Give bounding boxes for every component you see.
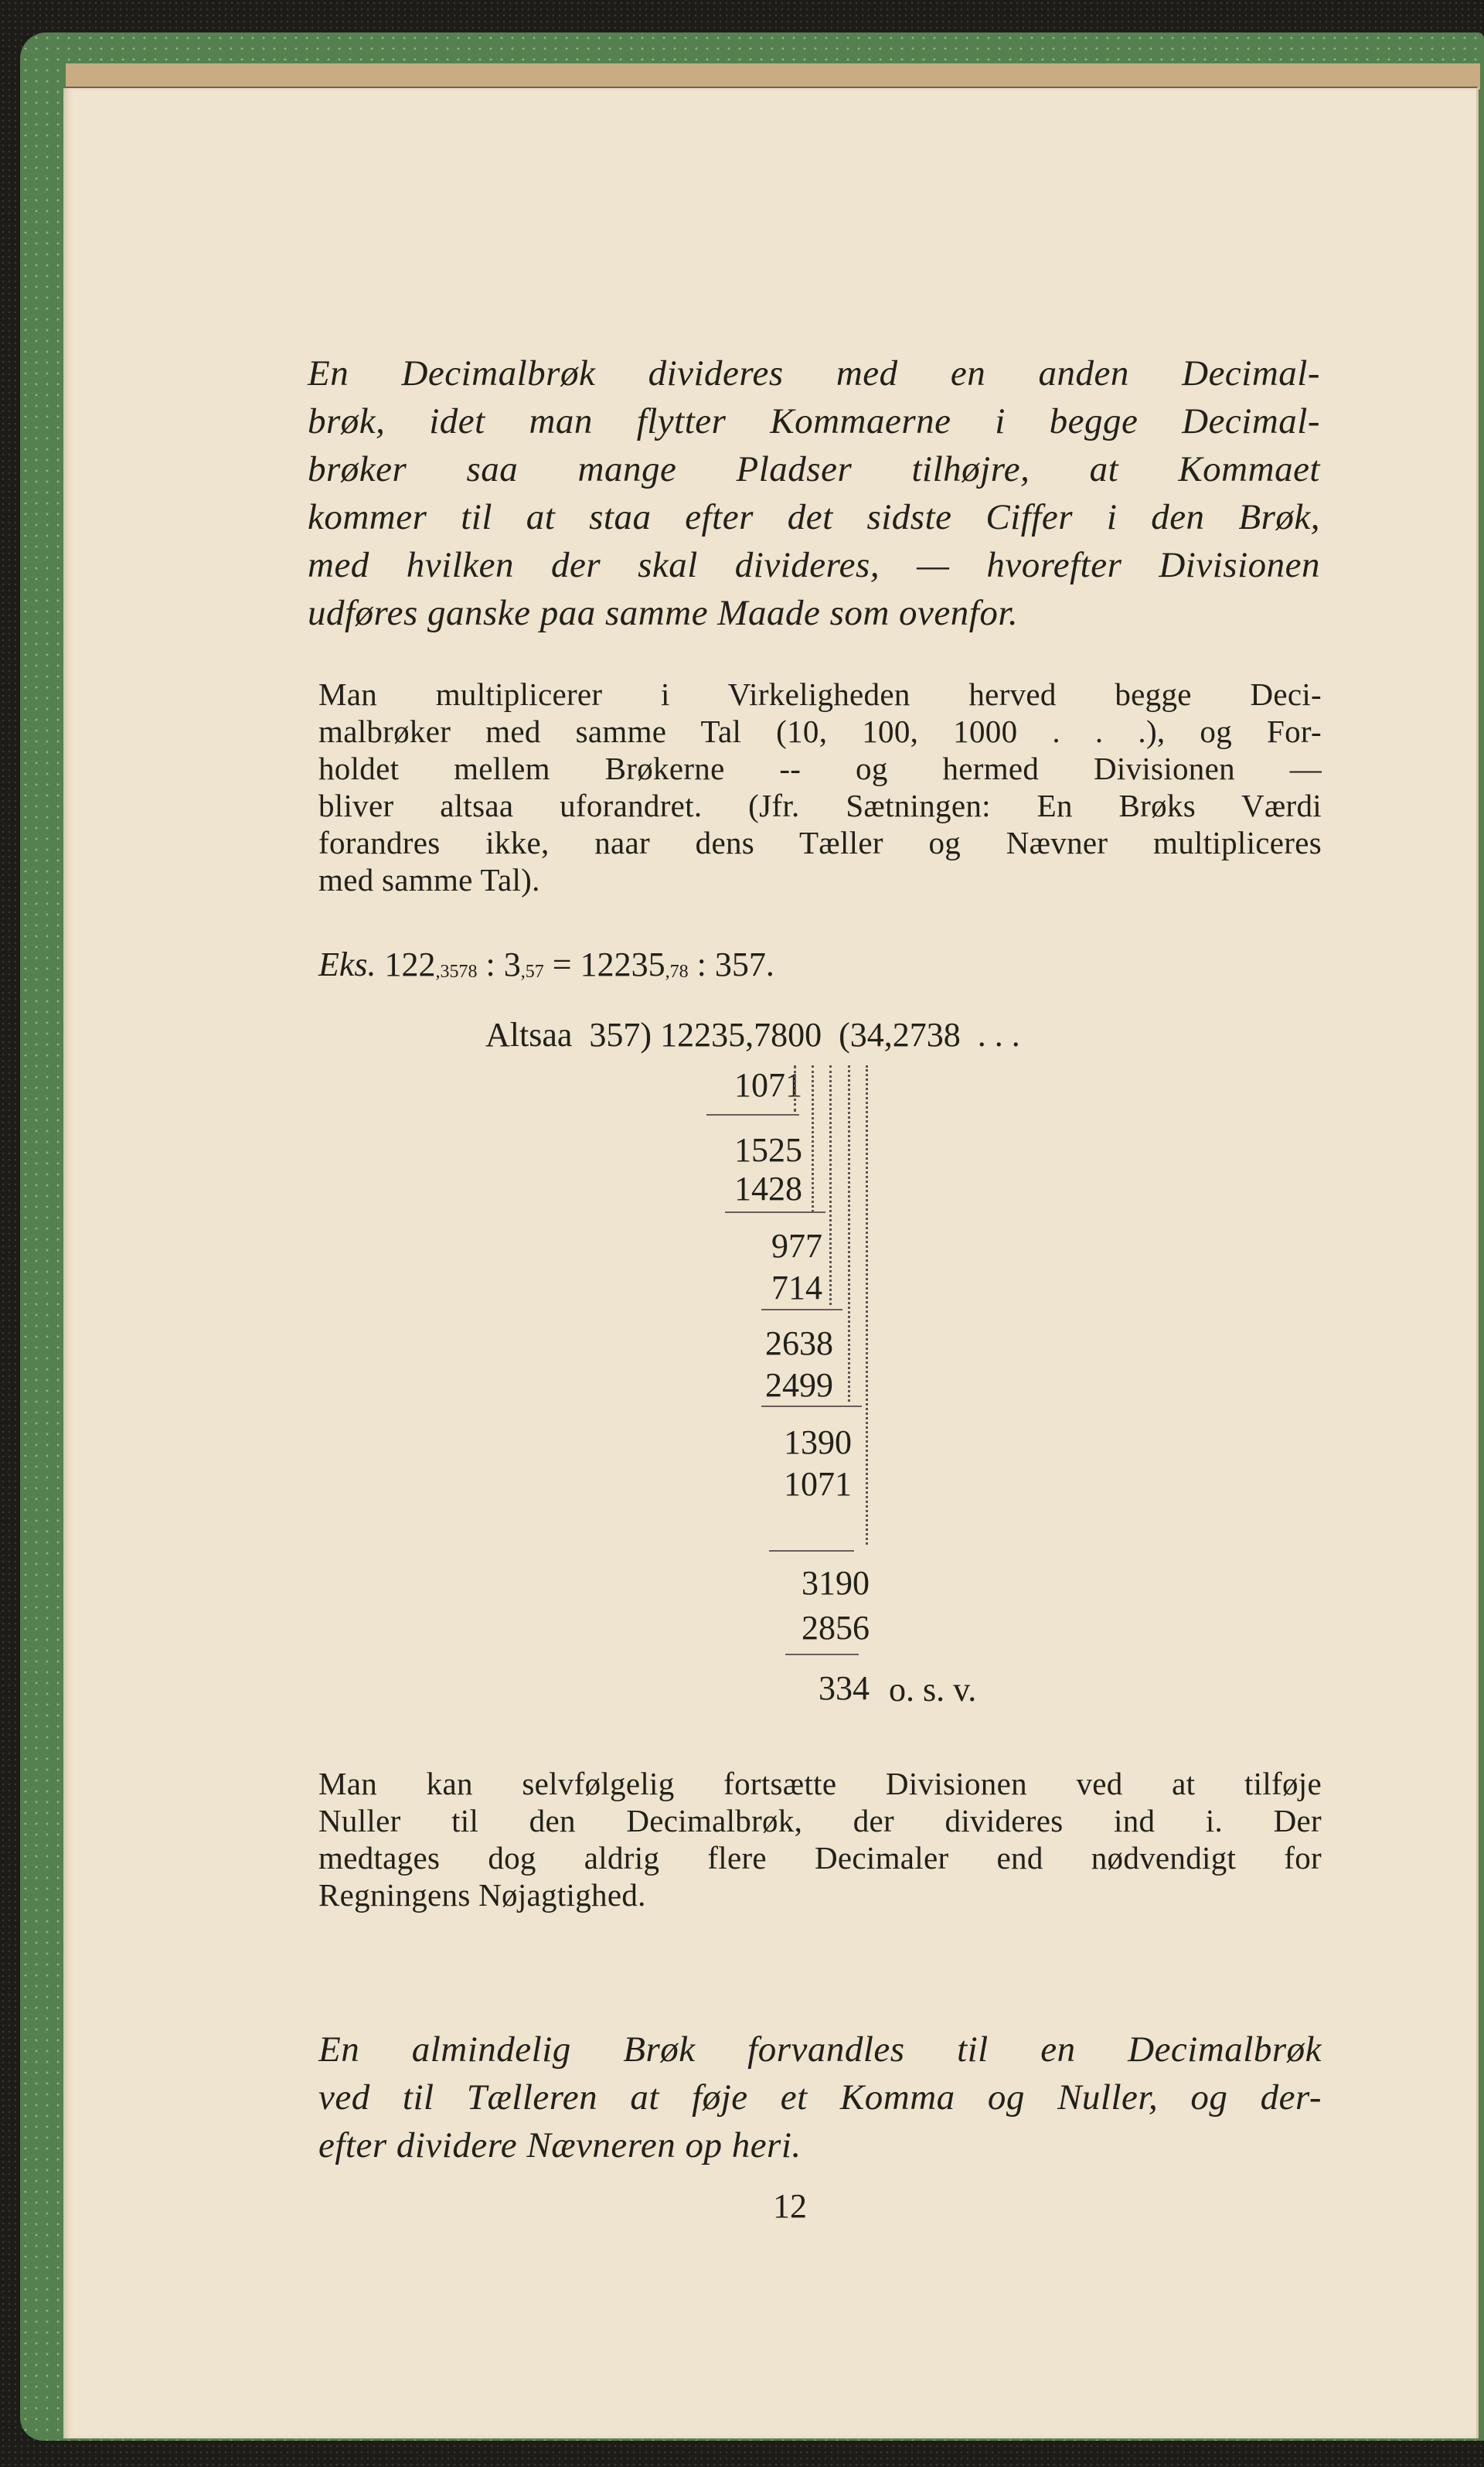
digit-guide-dots <box>829 1065 832 1305</box>
example-equals: = <box>543 946 580 983</box>
continuation-note: o. s. v. <box>889 1671 977 1709</box>
text-line: malbrøker med samme Tal (10, 100, 1000 . . .), og For- <box>318 714 1322 749</box>
digit-guide-dots <box>866 1065 868 1545</box>
division-step: 2638 <box>765 1324 833 1362</box>
division-step: 1390 <box>784 1423 852 1461</box>
subtraction-rule <box>706 1114 799 1116</box>
long-division-header <box>485 1015 1020 1055</box>
subtraction-rule <box>761 1309 842 1310</box>
subtraction-rule <box>725 1211 825 1213</box>
division-step: 1071 <box>784 1465 852 1503</box>
example-label: Eks. <box>318 946 376 983</box>
text-line: med samme Tal). <box>318 862 540 898</box>
division-dividend: 12235,7800 <box>660 1016 822 1054</box>
division-step: 977 <box>771 1227 822 1265</box>
division-step: 1428 <box>734 1170 802 1208</box>
text-line: bliver altsaa uforandret. (Jfr. Sætningen: En Brøks Værdi <box>318 788 1322 823</box>
rule-paragraph-fraction-conversion <box>318 2026 1322 2169</box>
text-line: ved til Tælleren at føje et Komma og Nuller, og der- <box>318 2077 1322 2118</box>
example-equation <box>318 945 774 984</box>
example-result-dec: ,78 <box>665 962 689 982</box>
division-label: Altsaa <box>485 1016 573 1054</box>
example-sep: : <box>477 946 504 983</box>
digit-guide-dots <box>794 1065 796 1112</box>
example-result-int: 12235 <box>580 946 665 983</box>
division-step-remainder: 334 <box>819 1669 870 1707</box>
subtraction-rule <box>785 1654 859 1655</box>
explanation-paragraph <box>318 676 1322 898</box>
division-step: 1525 <box>734 1131 802 1169</box>
example-divisor-int: 3 <box>503 946 521 983</box>
text-line: med hvilken der skal divideres, — hvorefter Divisionen <box>308 545 1320 585</box>
example-divisor-dec: ,57 <box>520 962 544 982</box>
division-divisor: 357) <box>589 1016 652 1054</box>
division-ellipsis: . . . <box>977 1016 1020 1054</box>
division-step: 2499 <box>765 1366 833 1404</box>
page-number: 12 <box>773 2187 807 2225</box>
rule-paragraph-decimal-division <box>308 349 1320 637</box>
text-line: kommer til at staa efter det sidste Ciffer i den Brøk, <box>308 497 1320 537</box>
division-step: 3190 <box>802 1564 870 1602</box>
text-line: En almindelig Brøk forvandles til en Decimalbrøk <box>318 2029 1322 2070</box>
text-line: holdet mellem Brøkerne -- og hermed Divisionen — <box>318 751 1322 786</box>
text-line: Man multiplicerer i Virkeligheden herved begge Deci- <box>318 676 1322 712</box>
subtraction-rule <box>769 1550 854 1552</box>
continuation-paragraph <box>318 1765 1322 1913</box>
example-dividend-dec: ,3578 <box>435 962 478 982</box>
text-line: Nuller til den Decimalbrøk, der divideres ind i. Der <box>318 1803 1322 1838</box>
text-line: Man kan selvfølgelig fortsætte Divisionen ved at tilføje <box>318 1766 1322 1801</box>
text-line: En Decimalbrøk divideres med en anden Decimal- <box>308 353 1320 394</box>
text-line: medtages dog aldrig flere Decimaler end nødvendigt for <box>318 1840 1322 1876</box>
subtraction-rule <box>761 1406 862 1407</box>
division-quotient: (34,2738 <box>839 1016 961 1054</box>
text-line: forandres ikke, naar dens Tæller og Nævner multipliceres <box>318 825 1322 860</box>
division-step: 714 <box>771 1269 822 1307</box>
text-line: udføres ganske paa samme Maade som ovenfor. <box>308 593 1019 633</box>
text-line: Regningens Nøjagtighed. <box>318 1877 646 1913</box>
division-step: 1071 <box>734 1066 802 1104</box>
division-step: 2856 <box>802 1609 870 1647</box>
example-tail: : 357. <box>688 946 774 983</box>
example-dividend-int: 122 <box>384 946 436 983</box>
digit-guide-dots <box>848 1065 850 1402</box>
text-line: brøker saa mange Pladser tilhøjre, at Kommaet <box>308 449 1320 489</box>
text-line: efter dividere Nævneren op heri. <box>318 2125 802 2165</box>
digit-guide-dots <box>812 1065 814 1212</box>
text-line: brøk, idet man flytter Kommaerne i begge Decimal- <box>308 401 1320 441</box>
